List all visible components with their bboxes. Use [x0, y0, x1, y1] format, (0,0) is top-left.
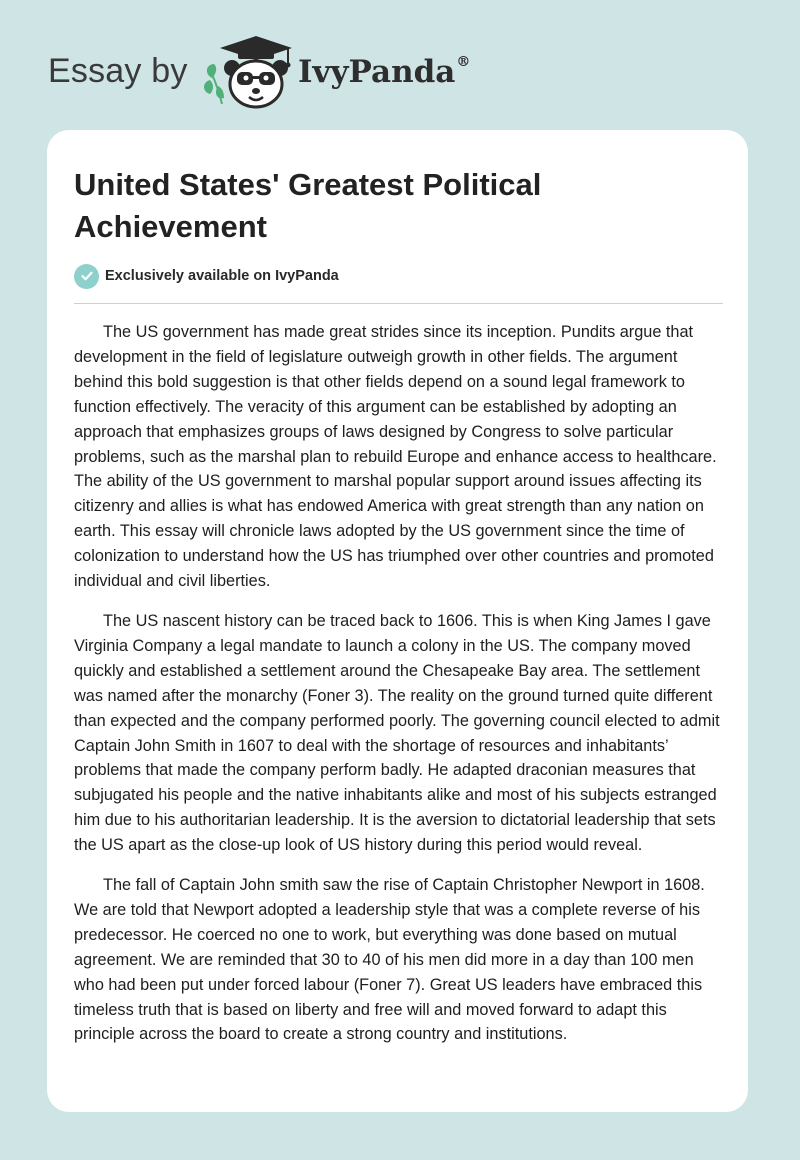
essay-by-label: Essay by: [48, 52, 188, 90]
panda-graduate-logo-icon: [200, 34, 296, 110]
brand-name: IvyPanda®: [298, 54, 471, 90]
page-title: United States' Greatest Political Achievement: [74, 167, 542, 244]
paragraph: The US government has made great strides since its inception. Pundits argue that development in the field of legislature outweigh growth in other fields. The argument behind this bold suggestion is that other fields depend on a sound legal framework to function effectively. The veracity of this argument can be established by adopting an approach that emphasizes groups of laws designed by Congress to solve particular problems, such as the marshal plan to rebuild Europe and enhance access to healthcare. The ability of the US government to marshal popular support around issues affecting its citizenry and allies is what has endowed America with great strength than any nation on earth. This essay will chronicle laws adopted by the US government since the time of colonization to understand how the US has triumphed over other countries and promoted individual and civil liberties.: [74, 323, 717, 591]
ivy-leaf-icon: [204, 64, 224, 104]
site-header: [48, 34, 608, 114]
paragraph: The US nascent history can be traced back to 1606. This is when King James I gave Virginia Company a legal mandate to launch a colony in the US. The company moved quickly and established a settlement around the Chesapeake Bay area. The settlement was named after the monarchy (Foner 3). The reality on the ground turned quite different than expected and the company performed poorly. The governing council elected to admit Captain John Smith in 1607 to deal with the shortage of resources and inhabitants’ problems that made the company perform badly. He adapted draconian measures that subjugated his people and the native inhabitants alike and most of his subjects estranged him due to his authoritarian leadership. It is the aversion to dictatorial leadership that sets the US apart as the close-up look of US history during this period would reveal.: [74, 611, 720, 855]
registered-mark: ®: [456, 54, 471, 70]
paragraph: The fall of Captain John smith saw the rise of Captain Christopher Newport in 1608. We are told that Newport adopted a leadership style that was a complete reverse of his predecessor. He coerced no one to work, but everything was done based on mutual agreement. We are reminded that 30 to 40 of his men did more in a day than 100 men who had been put under forced labour (Foner 7). Great US leaders have embraced this timeless truth that is based on liberty and free will and moved forward to adapt this principle across the board to create a strong country and institutions.: [74, 876, 705, 1044]
essay-body: [74, 320, 724, 1062]
exclusive-label: Exclusively available on IvyPanda: [105, 268, 339, 284]
exclusive-badge: [74, 263, 339, 289]
divider: [74, 303, 723, 304]
check-icon: [74, 264, 99, 289]
essay-card: [47, 130, 748, 1112]
